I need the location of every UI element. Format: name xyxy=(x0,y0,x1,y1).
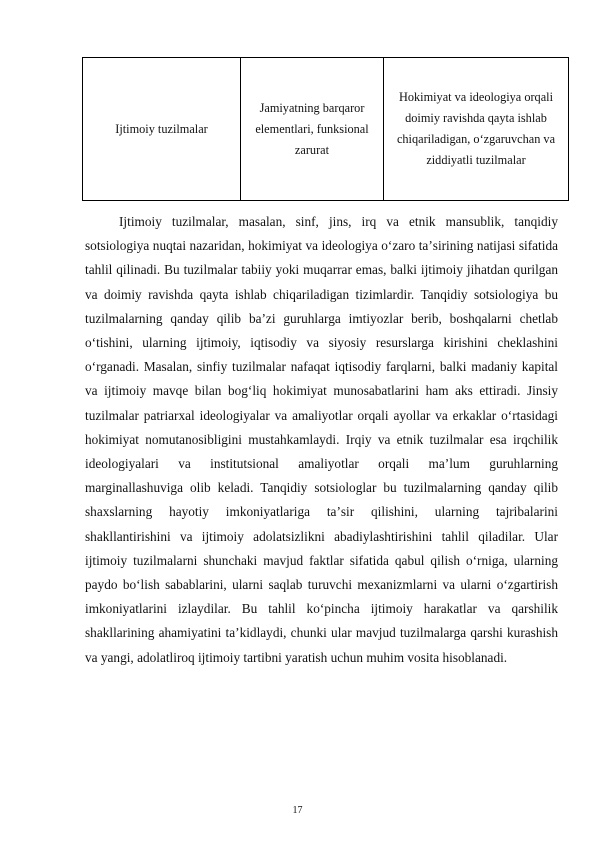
body-paragraph: Ijtimoiy tuzilmalar, masalan, sinf, jins, irq va etnik mansublik, tanqidiy sotsiologiya nuqtai nazaridan, hokimiyat va ideologiya oʻzaro taʼsirining natijasi sifatida tahlil qilinadi. Bu tuzilmalar tabiiy yoki muqarrar emas, balki ijtimoiy jihatdan qurilgan va doimiy ravishda qayta ishlab chiqariladigan tizimlardir. Tanqidiy sotsiologiya bu tuzilmalarning qanday qilib baʼzi guruhlarga imtiyozlar berib, boshqalarni chetlab oʻtishini, ularning ijtimoiy, iqtisodiy va siyosiy resurslarga kirishini cheklashini oʻrganadi. Masalan, sinfiy tuzilmalar nafaqat iqtisodiy farqlarni, balki madaniy kapital va ijtimoiy mavqe bilan bogʻliq hokimiyat munosabatlarini ham aks ettiradi. Jinsiy tuzilmalar patriarxal ideologiyalar va amaliyotlar orqali ayollar va erkaklar oʻrtasidagi hokimiyat nomutanosibligini mustahkamlaydi. Irqiy va etnik tuzilmalar esa irqchilik ideologiyalari va institutsional amaliyotlar orqali maʼlum guruhlarning marginallashuviga olib keladi. Tanqidiy sotsiologlar bu tuzilmalarning qanday qilib shaxslarning hayotiy imkoniyatlariga taʼsir qilishini, ularning tajribalarini shakllantirishini va ijtimoiy adolatsizlikni abadiylashtirishini tahlil qiladilar. Ular ijtimoiy tuzilmalarni shunchaki mavjud faktlar sifatida qabul qilish oʻrniga, ularning paydo boʻlish sabablarini, ularni saqlab turuvchi mexanizmlarni va ularni oʻzgartirish imkoniyatlarini izlaydilar. Bu tahlil koʻpincha ijtimoiy harakatlar va qarshilik shakllarining ahamiyatini taʼkidlaydi, chunki ular mavjud tuzilmalarga qarshi kurashish va yangi, adolatliroq ijtimoiy tartibni yaratish uchun muhim vosita hisoblanadi. xyxy=(85,214,558,665)
table-cell-traditional-view: Jamiyatning barqaror elementlari, funksional zarurat xyxy=(241,58,384,201)
table-cell-term: Ijtimoiy tuzilmalar xyxy=(83,58,241,201)
table-row xyxy=(83,58,569,201)
page-number: 17 xyxy=(292,805,303,816)
comparison-table xyxy=(82,57,569,201)
table-cell-critical-view: Hokimiyat va ideologiya orqali doimiy ravishda qayta ishlab chiqariladigan, oʻzgaruvchan va ziddiyatli tuzilmalar xyxy=(384,58,569,201)
